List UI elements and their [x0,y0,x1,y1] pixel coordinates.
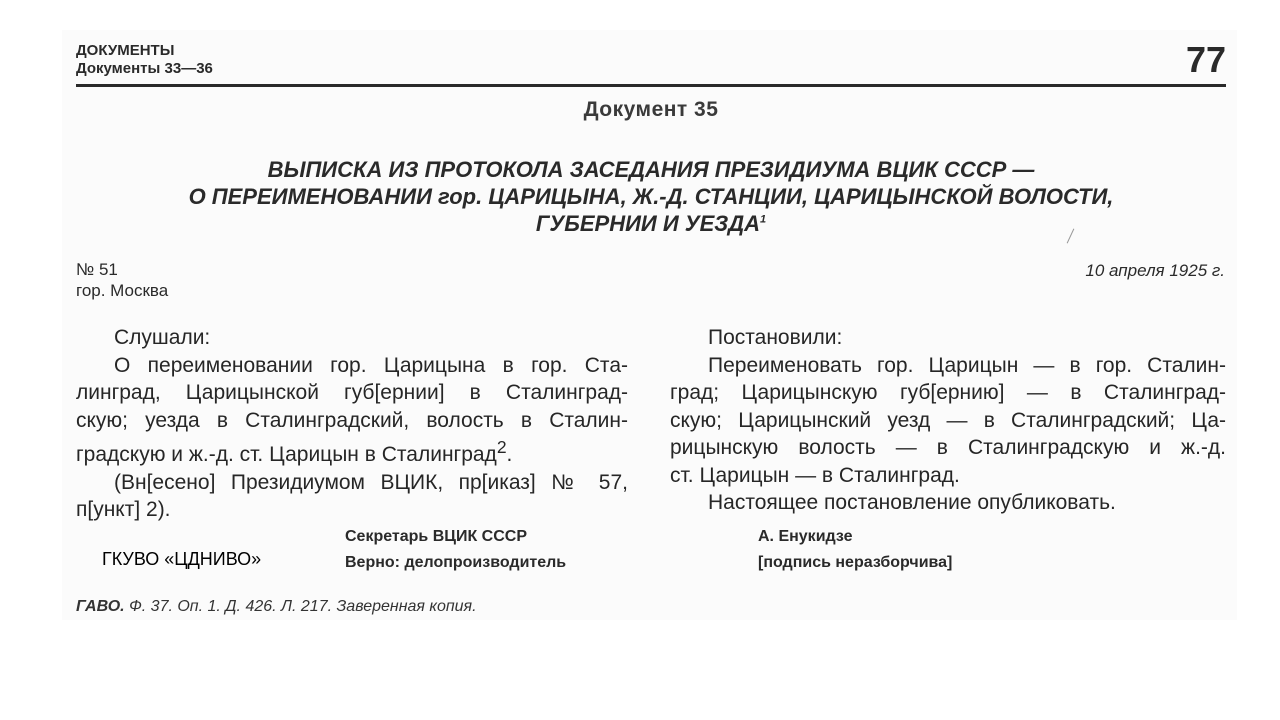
heard-line-4: градскую и ж.-д. ст. Царицын в Сталинград$^2$. [76,437,513,466]
resolved-line-4: рицынскую волость — в Сталинградскую и ж.-д. [670,436,1226,459]
running-header [76,42,213,78]
document-place: гор. Москва [76,281,169,300]
title-line-3-text: ГУБЕРНИИ И УЕЗДА [535,211,760,236]
archive-stamp: ГКУВО «ЦДНИВО» [102,549,262,569]
signatories-right [758,524,952,576]
document-date: 10 апреля 1925 г. [1085,261,1225,280]
secretary-title: Секретарь ВЦИК СССР [345,528,527,545]
resolved-line-5: ст. Царицын — в Сталинград. [670,463,960,487]
heard-line-5: (Вн[есено] Президиумом ВЦИК, пр[иказ] № 57, [114,470,628,494]
document-title [100,156,1202,237]
page-number: 77 [1185,39,1226,80]
header-rule [76,84,1226,87]
source-reference: Ф. 37. Оп. 1. Д. 426. Л. 217. Заверенная копия. [129,598,477,615]
title-line-3 [100,210,1202,237]
signatories-left [345,524,566,576]
certified-note: [подпись неразборчива] [758,554,953,571]
title-line-1: ВЫПИСКА ИЗ ПРОТОКОЛА ЗАСЕДАНИЯ ПРЕЗИДИУМА ВЦИК СССР — [267,157,1035,182]
secretary-name: А. Енукидзе [758,528,853,545]
certified-title: Верно: делопроизводитель [345,554,567,571]
heard-line-6: п[ункт] 2). [76,498,171,521]
heard-heading: Слушали: [114,326,211,349]
resolved-line-3: скую; Царицынский уезд — в Сталинградский; Ца- [670,408,1226,432]
heard-footnote-mark: 2 [496,437,507,457]
document-meta [76,259,168,301]
heard-line-2: линград, Царицынской губ[ернии] в Сталинград- [76,381,628,404]
title-line-2: О ПЕРЕИМЕНОВАНИИ гор. ЦАРИЦЫНА, Ж.-Д. СТАНЦИИ, ЦАРИЦЫНСКОЙ ВОЛОСТИ, [188,184,1114,209]
source-archive: ГАВО. [76,598,125,615]
header-section: ДОКУМЕНТЫ [76,42,175,59]
header-range: Документы 33—36 [76,60,213,77]
resolved-line-1: Переименовать гор. Царицын — в гор. Сталин- [708,353,1226,377]
resolved-line-2: град; Царицынскую губ[ернию] — в Сталинград- [670,381,1226,404]
heard-line-4-text: градскую и ж.-д. ст. Царицын в Сталинград [76,443,497,466]
archival-source [76,598,477,616]
document-label: Документ 35 [583,98,719,121]
resolved-line-6: Настоящее постановление опубликовать. [708,491,1116,514]
title-footnote-mark: 1 [759,213,767,226]
document-number: № 51 [76,260,118,279]
resolved-column [670,324,1226,517]
heard-column [76,324,628,524]
heard-line-1: О переименовании гор. Царицына в гор. Ста- [114,353,628,377]
heard-line-3: скую; уезда в Сталинградский, волость в Сталин- [76,408,628,432]
resolved-heading: Постановили: [708,326,843,349]
